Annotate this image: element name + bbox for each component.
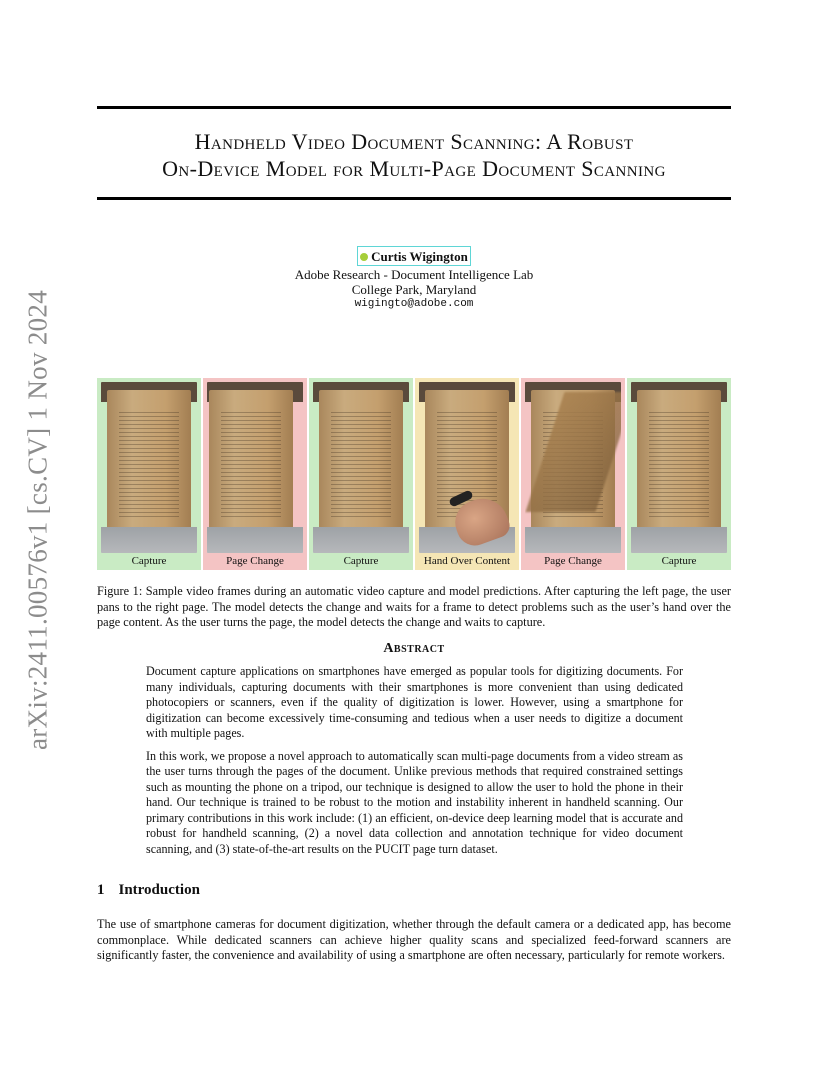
title-line-2: On-Device Model for Multi-Page Document Scanning [162,156,666,181]
author-block [97,246,731,312]
title-rule-top [97,106,731,109]
abstract-paragraph-2: In this work, we propose a novel approach to automatically scan multi-page documents from a video stream as the user turns through the pages of the document. Unlike previous methods that required constrained settings such as mounting the phone on a tripod, our technique is designed to allow the user to hold the phone in their hand. Our technique is trained to be robust to the motion and instability inherent in handheld scanning. Our primary contributions in this work include: (1) an efficient, on-device deep learning model that is accurate and robust for handheld scanning, (2) a novel data collection and annotation technique for video document scanning, and (3) state-of-the-art results on the PUCIT page turn dataset. [146,748,683,856]
section-number: 1 [97,882,105,898]
title-rule-bottom [97,197,731,200]
section-title: Introduction [118,882,200,898]
section-heading [97,882,200,899]
author-link[interactable] [357,246,471,266]
abstract-body [146,664,683,864]
frame-label: Page Change [226,555,284,567]
frame-6 [627,378,731,570]
author-affiliation: Adobe Research - Document Intelligence Lab [294,267,534,282]
author-name: Curtis Wigington [371,249,468,264]
frame-5 [521,378,625,570]
frame-3 [309,378,413,570]
video-frame-image [631,382,727,553]
video-frame-image [101,382,197,553]
frame-label: Capture [131,555,167,567]
frame-label: Hand Over Content [423,555,511,567]
frame-label: Page Change [544,555,602,567]
abstract-heading: Abstract [383,641,445,656]
video-frame-image [313,382,409,553]
orcid-icon[interactable] [360,253,368,261]
frame-2 [203,378,307,570]
frame-label: Capture [661,555,697,567]
frame-label: Capture [343,555,379,567]
arxiv-id-text: arXiv:2411.00576v1 [cs.CV] 1 Nov 2024 [22,289,53,751]
frame-1 [97,378,201,570]
title-line-1: Handheld Video Document Scanning: A Robust [194,129,634,154]
introduction-paragraph: The use of smartphone cameras for document digitization, whether through the default camera or a dedicated app, has become commonplace. While dedicated scanners can achieve higher quality scans and specialized feed-forward scanners are significantly faster, the convenience and availability of using a smartphone are often necessary, particularly for remote workers. [97,917,731,962]
figure-caption: Figure 1: Sample video frames during an automatic video capture and model predictions. After capturing the left page, the user pans to the right page. The model detects the change and waits for a frame to detect problems such as the user’s hand over the page content. As the user turns the page, the model detects the change and waits to capture. [97,584,731,629]
video-frame-image [207,382,303,553]
abstract-paragraph-1: Document capture applications on smartphones have emerged as popular tools for digitizing documents. For many individuals, capturing documents with their smartphones is more convenient than using dedicated photocopiers or scanners, even if the quality of digitization is lower. However, using a smartphone for digitization can become excessively time-consuming and tedious when a user needs to digitize a document with multiple pages. [146,664,683,740]
author-location: College Park, Maryland [351,282,477,297]
frame-4 [415,378,519,570]
arxiv-identifier [18,290,58,750]
paper-title [97,128,731,182]
video-frame-image [419,382,515,553]
author-email[interactable]: wigingto@adobe.com [354,298,474,310]
figure-1-frames [97,378,731,570]
video-frame-image [525,382,621,553]
